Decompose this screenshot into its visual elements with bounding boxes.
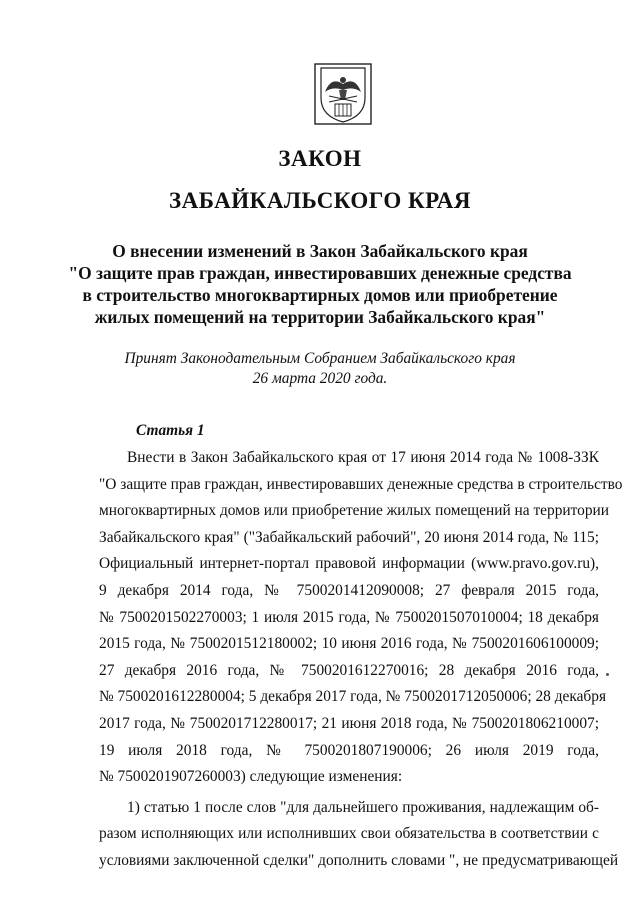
law-title: ЗАКОН xyxy=(278,146,362,171)
scan-speck xyxy=(606,673,609,676)
body-line: 2017 года, № 7500201712280017; 21 июня 2018 года, № 7500201806210007; xyxy=(99,714,599,732)
body-line: 1) статью 1 после слов "для дальнейшего проживания, надлежащим об- xyxy=(127,798,599,816)
subject-line: О внесении изменений в Закон Забайкальского края xyxy=(112,241,528,261)
body-line: 9 декабря 2014 года, № 7500201412090008; 27 февраля 2015 года, xyxy=(99,581,599,599)
body-line: № 7500201502270003; 1 июля 2015 года, № 7500201507010004; 18 декабря xyxy=(99,608,599,626)
law-subject xyxy=(60,240,580,328)
body-line: 2015 года, № 7500201512180002; 10 июня 2016 года, № 7500201606100009; xyxy=(99,635,599,653)
adoption-date: 26 марта 2020 года. xyxy=(252,370,388,387)
adoption-note xyxy=(60,349,580,389)
body-line: Внести в Закон Забайкальского края от 17 июня 2014 года № 1008-ЗЗК xyxy=(127,449,599,466)
body-line: 27 декабря 2016 года, № 7500201612270016; 28 декабря 2016 года, xyxy=(99,661,599,679)
adoption-line: Принят Законодательным Собранием Забайкальского края xyxy=(124,350,516,367)
body-line: Официальный интернет-портал правовой информации (www.pravo.gov.ru), xyxy=(99,555,599,573)
body-line: разом исполняющих или исполнивших свои обязательства в соответствии с xyxy=(99,825,599,843)
body-line: 19 июля 2018 года, № 7500201807190006; 26 июля 2019 года, xyxy=(99,741,599,759)
subject-line: жилых помещений на территории Забайкальского края" xyxy=(94,307,546,327)
body-line: "О защите прав граждан, инвестировавших денежные средства в строительство xyxy=(99,475,623,493)
body-line: Забайкальского края" ("Забайкальский рабочий", 20 июня 2014 года, № 115; xyxy=(99,528,599,546)
region-title: ЗАБАЙКАЛЬСКОГО КРАЯ xyxy=(168,188,472,213)
article-body xyxy=(99,445,623,875)
body-line: многоквартирных домов или приобретение жилых помещений на территории xyxy=(99,502,610,520)
coat-of-arms-emblem xyxy=(313,62,373,126)
body-line: условиями заключенной сделки" дополнить словами ", не предусматривающей xyxy=(99,851,619,869)
subject-line: "О защите прав граждан, инвестировавших денежные средства xyxy=(68,263,572,283)
body-line: № 7500201612280004; 5 декабря 2017 года, № 7500201712050006; 28 декабря xyxy=(99,688,607,706)
subject-line: в строительство многоквартирных домов или приобретение xyxy=(82,285,558,305)
article-heading: Статья 1 xyxy=(136,422,205,439)
body-line: № 7500201907260003) следующие изменения: xyxy=(99,768,403,786)
